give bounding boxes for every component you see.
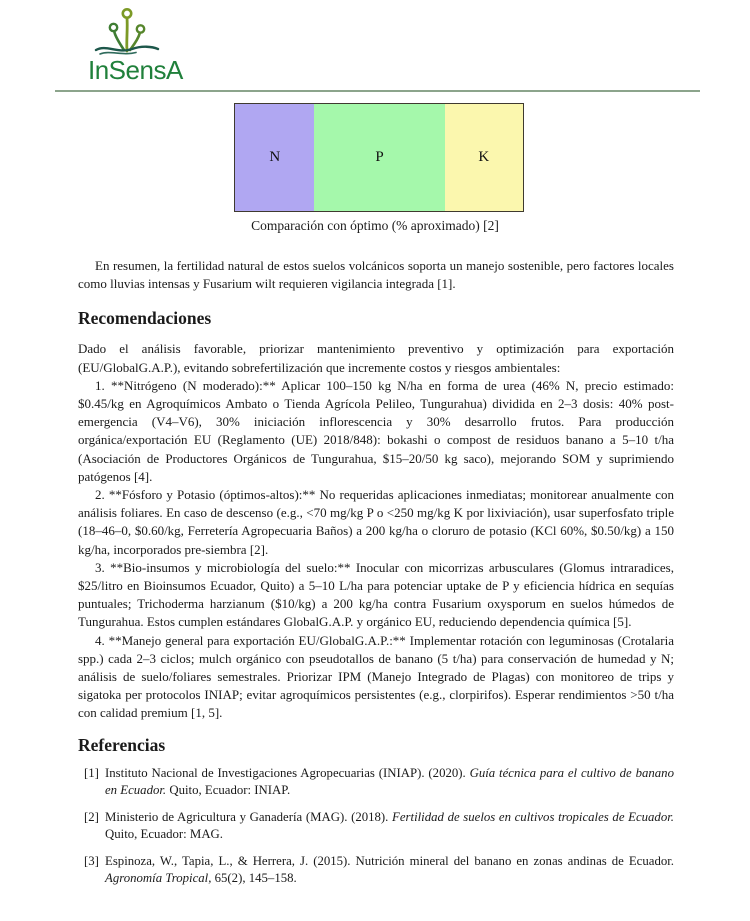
segment-label-p: P (375, 149, 384, 165)
references-heading: Referencias (78, 734, 166, 755)
reference-suffix: 65(2), 145–158. (211, 871, 297, 886)
intro-paragraph: En resumen, la fertilidad natural de estos suelos volcánicos soporta un manejo sostenible, pero factores locales como lluvias intensas y Fusarium wilt requieren vigilancia integrada [1]. (78, 258, 674, 292)
brand-name: InSensA (88, 55, 183, 85)
npk-stacked-bar-chart (234, 103, 524, 212)
reference-marker: [3] (84, 853, 99, 868)
reference-marker: [2] (84, 809, 99, 824)
reference-prefix: Ministerio de Agricultura y Ganadería (MAG). (2018). (105, 809, 393, 824)
recommendation-item-1: 1. **Nitrógeno (N moderado):** Aplicar 100–150 kg N/ha en forma de urea (46% N, precio estimado: $0.45/kg en Agroquímicos Ambato o Tienda Agrícola Pelileo, Tungurahua) dividida en 2–3 dosis: 40% post-emergencia (V4–V6), 30% iniciación inflorescencia y 30% desarrollo frutos. Para producción orgánica/exportación EU (Reglamento (UE) 2018/848): bokashi o compost de residuos banano a 5–10 t/ha (Asociación de Productores Orgánicos de Tungurahua, $15–20/50 kg saco), mejorando SOM y suprimiendo patógenos [4]. (78, 377, 674, 484)
reference-title-italic: Fertilidad de suelos en cultivos tropicales de Ecuador. (392, 809, 674, 824)
bar-segment-k (445, 104, 523, 211)
recommendations-heading: Recomendaciones (78, 308, 212, 329)
segment-label-k: K (478, 149, 490, 165)
reference-entry-2 (78, 809, 674, 844)
reference-entry-1 (78, 765, 674, 800)
reference-title-italic: Agronomía Tropical, (105, 871, 212, 886)
segment-label-n: N (269, 149, 281, 165)
bar-segment-n (235, 104, 314, 211)
reference-suffix: Quito, Ecuador: MAG. (105, 827, 223, 842)
recommendation-item-4: 4. **Manejo general para exportación EU/GlobalG.A.P.:** Implementar rotación con leguminosas (Crotalaria spp.) cada 2–3 ciclos; mulch orgánico con pseudotallos de banano (5 t/ha) para conservación de humedad y N; análisis de suelo/foliares semestrales. Priorizar IPM (Manejo Integrado de Plagas) con monitoreo de trips y sigatoka per protocolos INIAP; evitar agroquímicos persistentes (e.g., clorpirifos). Esperar rendimientos >50 t/ha con calidad premium [1, 5]. (78, 632, 674, 721)
reference-text (105, 809, 674, 844)
reference-entry-3 (78, 853, 674, 888)
reference-marker: [1] (84, 765, 99, 780)
recommendation-item-2: 2. **Fósforo y Potasio (óptimos-altos):** No requeridas aplicaciones inmediatas; monitorear anualmente con análisis foliares. En caso de descenso (e.g., <70 mg/kg P o <250 mg/kg K por lixiviación), usar superfosfato triple (18–46–0, $0.60/kg, Ferretería Agropecuaria Baños) a 200 kg/ha o cloruro de potasio (KCl 60%, $0.50/kg) a 150 kg/ha, incorporados pre-siembra [2]. (78, 487, 674, 557)
recommendations-lead: Dado el análisis favorable, priorizar mantenimiento preventivo y optimización para exportación (EU/GlobalG.A.P.), evitando sobrefertilización que incremente costos y riesgos ambientales: (78, 341, 674, 375)
reference-prefix: Instituto Nacional de Investigaciones Agropecuarias (INIAP). (2020). (105, 765, 470, 780)
header-divider (55, 90, 700, 92)
bar-segment-p (314, 104, 444, 211)
reference-title-italic: Guía técnica para el cultivo de banano en Ecuador. (105, 765, 674, 798)
recommendation-item-3: 3. **Bio-insumos y microbiología del suelo:** Inocular con micorrizas arbusculares (Glomus intraradices, $25/litro en Bioinsumos Ecuador, Quito) a 5–10 L/ha para potenciar uptake de P y eficiencia hídrica en sequías puntuales; Trichoderma harzianum ($10/kg) a 200 kg/ha contra Fusarium oxysporum en suelos húmedos de Tungurahua. Estos cumplen estándares GlobalG.A.P. y orgánico EU, reduciendo dependencia química [5]. (78, 559, 674, 630)
reference-suffix: Quito, Ecuador: INIAP. (166, 783, 291, 798)
insensa-logo (88, 5, 198, 83)
sprout-circuit-icon (94, 5, 160, 59)
figure-caption: Comparación con óptimo (% aproximado) [2] (251, 218, 499, 233)
reference-text (105, 765, 674, 800)
document-body (78, 257, 674, 897)
reference-text (105, 853, 674, 888)
reference-prefix: Espinoza, W., Tapia, L., & Herrera, J. (2015). Nutrición mineral del banano en zonas andinas de Ecuador. (105, 853, 674, 868)
